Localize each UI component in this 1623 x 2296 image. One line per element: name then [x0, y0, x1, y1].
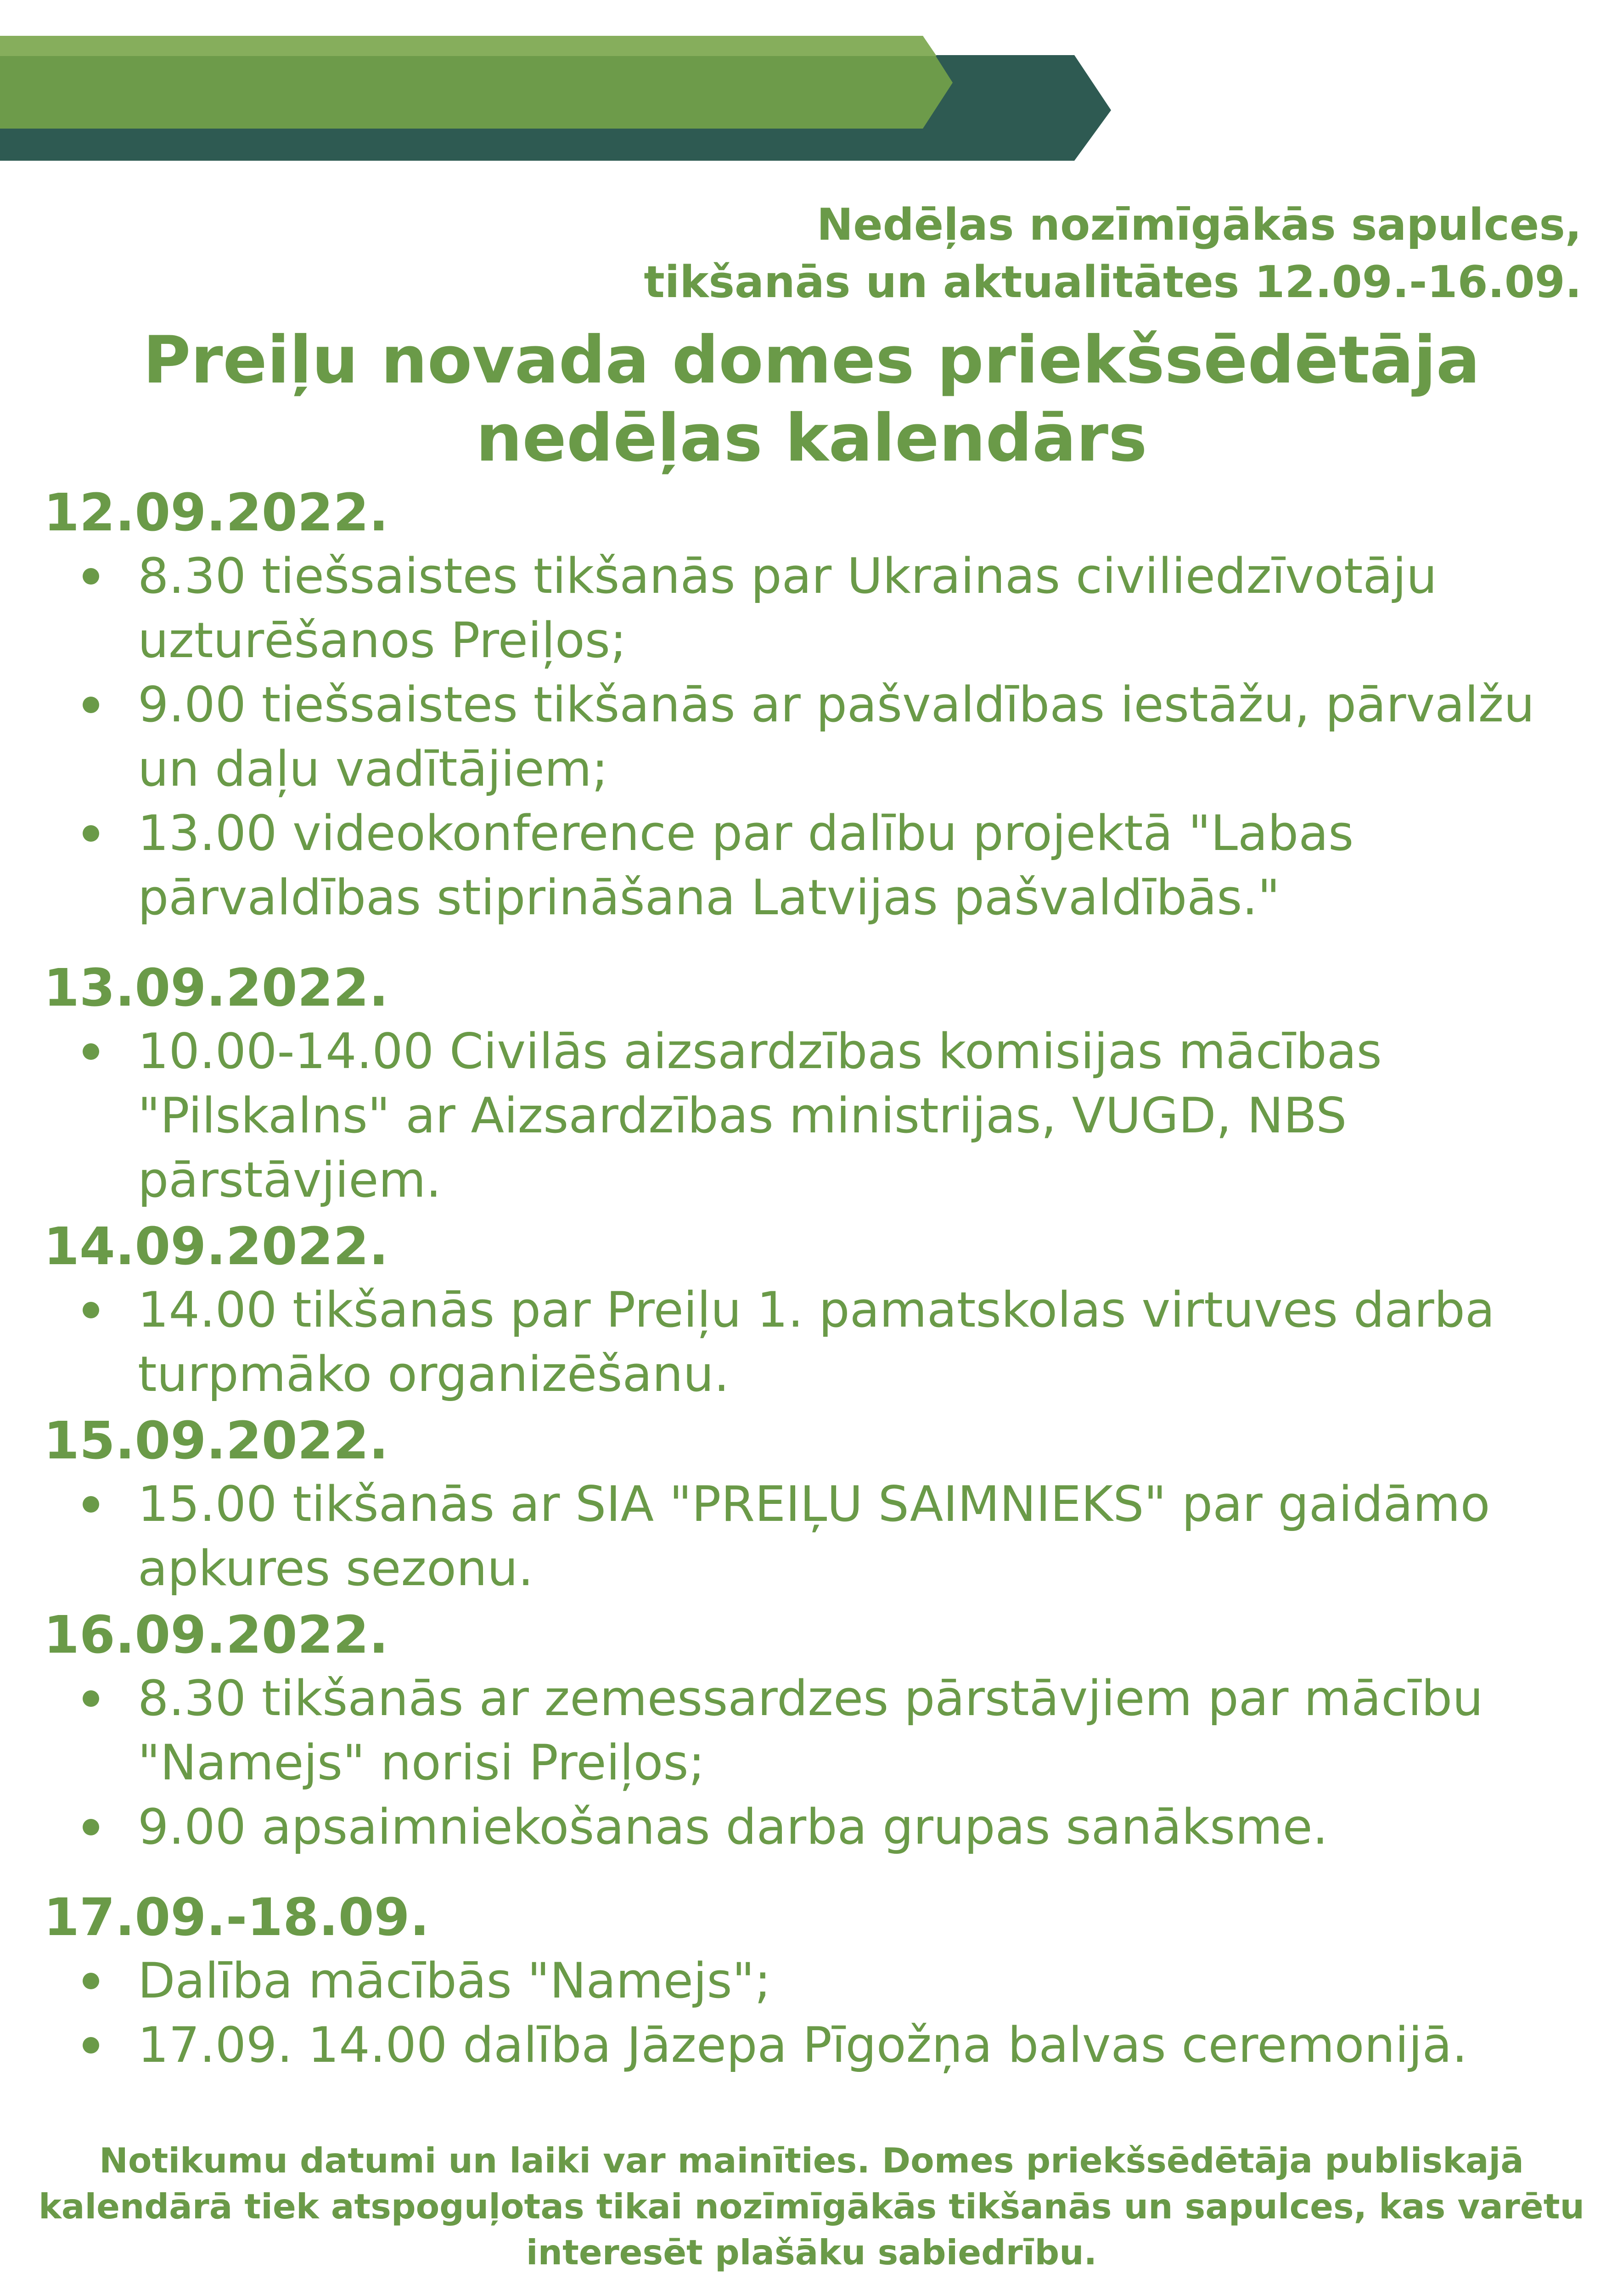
day-events [44, 1666, 1595, 1859]
footer-line-3: interesēt plašāku sabiedrību. [526, 2232, 1097, 2273]
banner-light-strip [0, 36, 937, 56]
disclaimer-footer [18, 2138, 1605, 2275]
day-section [44, 957, 1595, 1212]
bullet-icon [83, 825, 99, 842]
footer-line-1: Notikumu datumi un laiki var mainīties. Domes priekšsēdētāja publiskajā [99, 2140, 1524, 2181]
day-events [44, 1472, 1595, 1601]
event-text-line: 10.00-14.00 Civilās aizsardzības komisijas mācības [138, 1023, 1382, 1080]
event-item [44, 1949, 1595, 2013]
bullet-icon [83, 1973, 99, 1989]
bullet-icon [83, 1819, 99, 1835]
event-text-line: 14.00 tikšanās par Preiļu 1. pamatskolas virtuves darba [138, 1282, 1495, 1338]
event-text-line: 8.30 tikšanās ar zemessardzes pārstāvjiem par mācību [138, 1670, 1483, 1727]
day-date: 16.09.2022. [44, 1605, 389, 1665]
bullet-icon [83, 697, 99, 713]
footer-line-2: kalendārā tiek atspoguļotas tikai nozīmīgākās tikšanās un sapulces, kas varētu [38, 2186, 1585, 2227]
event-item [44, 1666, 1595, 1795]
bullet-icon [83, 2037, 99, 2054]
event-item [44, 1795, 1595, 1859]
day-events [44, 1949, 1595, 2077]
bullet-icon [83, 1690, 99, 1707]
subtitle-line-1: Nedēļas nozīmīgākās sapulces, [816, 200, 1582, 250]
day-date: 14.09.2022. [44, 1217, 389, 1277]
event-text-line: 15.00 tikšanās ar SIA "PREIĻU SAIMNIEKS" par gaidāmo [138, 1476, 1490, 1532]
day-events [44, 544, 1595, 930]
event-text-line: apkures sezonu. [138, 1540, 534, 1597]
day-date: 17.09.-18.09. [44, 1888, 430, 1947]
day-date: 12.09.2022. [44, 483, 389, 543]
calendar-content [44, 482, 1595, 2077]
event-text-line: 9.00 tiešsaistes tikšanās ar pašvaldības iestāžu, pārvalžu [138, 676, 1535, 733]
day-section [44, 1887, 1595, 2077]
header-banner [0, 0, 1623, 193]
subtitle-line-2: tikšanās un aktualitātes 12.09.-16.09. [644, 257, 1582, 308]
event-item [44, 1278, 1595, 1407]
bullet-icon [83, 1043, 99, 1060]
title-line-2: nedēļas kalendārs [476, 400, 1147, 476]
day-date: 15.09.2022. [44, 1411, 389, 1471]
event-text-line: 17.09. 14.00 dalība Jāzepa Pīgožņa balvas ceremonijā. [138, 2017, 1468, 2073]
event-text-line: turpmāko organizēšanu. [138, 1346, 730, 1402]
event-item [44, 2013, 1595, 2077]
event-item [44, 1472, 1595, 1601]
event-text-line: Dalība mācībās "Namejs"; [138, 1953, 771, 2009]
bullet-icon [83, 568, 99, 585]
event-text-line: 13.00 videokonference par dalību projektā "Labas [138, 805, 1354, 861]
event-text-line: uzturēšanos Preiļos; [138, 612, 627, 669]
event-item [44, 801, 1595, 930]
event-item [44, 1019, 1595, 1212]
event-text-line: 9.00 apsaimniekošanas darba grupas sanāksme. [138, 1799, 1328, 1855]
event-item [44, 673, 1595, 801]
bullet-icon [83, 1302, 99, 1318]
day-section [44, 1216, 1595, 1407]
day-section [44, 482, 1595, 930]
event-text-line: pārvaldības stiprināšana Latvijas pašvaldībās." [138, 869, 1280, 926]
day-section [44, 1410, 1595, 1601]
day-section [44, 1604, 1595, 1859]
event-text-line: 8.30 tiešsaistes tikšanās par Ukrainas civiliedzīvotāju [138, 548, 1438, 604]
event-text-line: "Namejs" norisi Preiļos; [138, 1734, 705, 1791]
event-text-line: "Pilskalns" ar Aizsardzības ministrijas, VUGD, NBS [138, 1087, 1347, 1144]
event-text-line: un daļu vadītājiem; [138, 741, 608, 797]
day-date: 13.09.2022. [44, 958, 389, 1018]
bullet-icon [83, 1496, 99, 1513]
day-events [44, 1278, 1595, 1407]
page-title [0, 321, 1623, 478]
title-line-1: Preiļu novada domes priekšsēdētāja [143, 322, 1480, 398]
event-item [44, 544, 1595, 673]
weekly-subtitle [644, 197, 1582, 311]
day-events [44, 1019, 1595, 1212]
event-text-line: pārstāvjiem. [138, 1152, 442, 1208]
